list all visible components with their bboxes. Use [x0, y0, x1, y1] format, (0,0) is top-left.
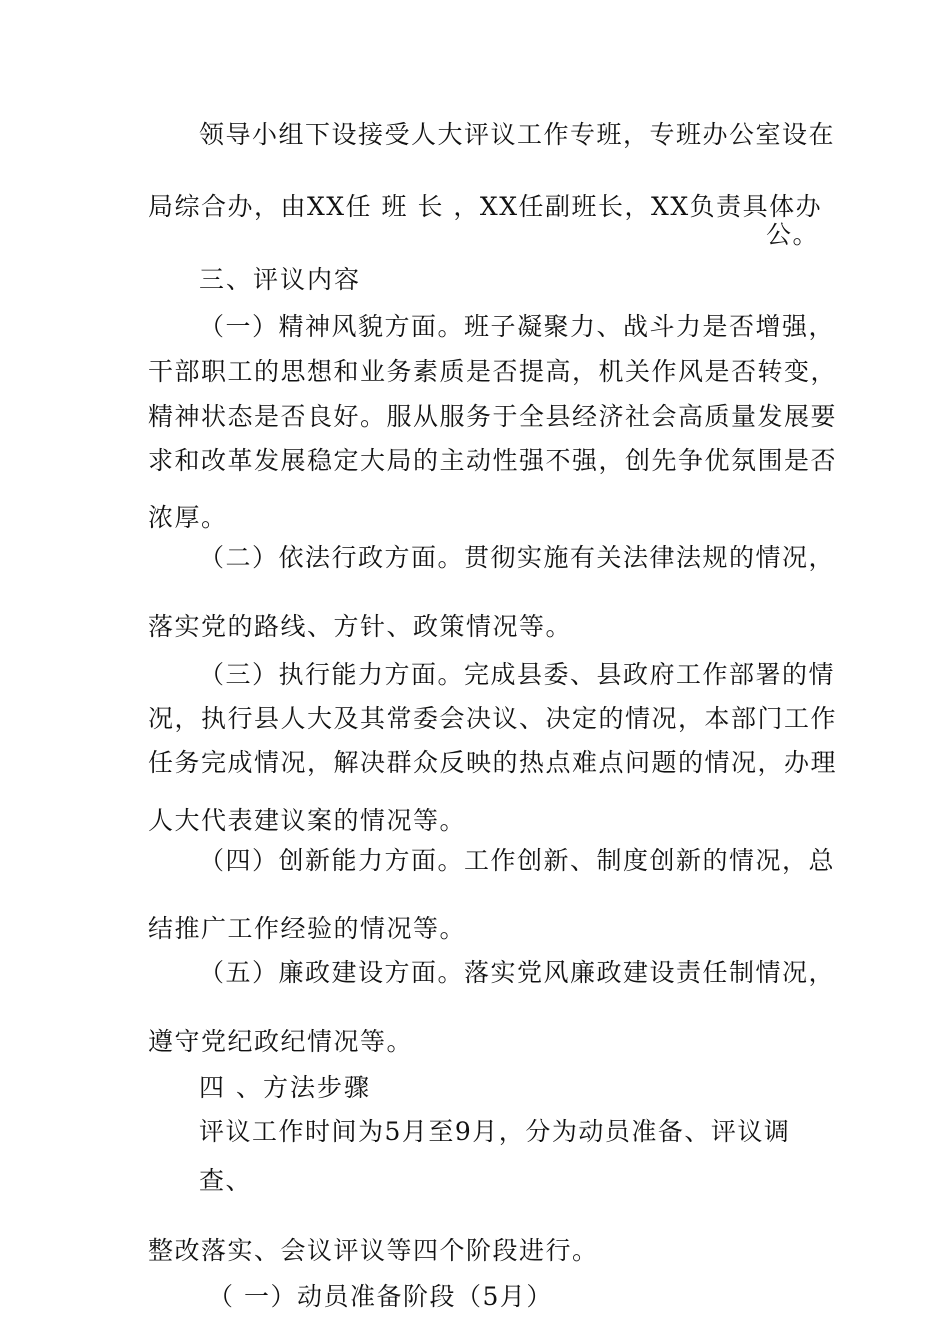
paragraph-line: 整改落实、会议评议等四个阶段进行。	[148, 1236, 599, 1265]
paragraph-line: 干部职工的思想和业务素质是否提高，机关作风是否转变，	[148, 357, 838, 386]
subsection-heading: （ 一）动员准备阶段（5月）	[208, 1282, 553, 1311]
paragraph-line: 落实党的路线、方针、政策情况等。	[148, 612, 573, 641]
paragraph-line: 领导小组下设接受人大评议工作专班，专班办公室设在	[199, 120, 836, 149]
paragraph-line: （三）执行能力方面。完成县委、县政府工作部署的情	[199, 660, 836, 689]
paragraph-line: 浓厚。	[148, 503, 228, 532]
paragraph-line: （二）依法行政方面。贯彻实施有关法律法规的情况，	[199, 543, 836, 572]
paragraph-line: 况，执行县人大及其常委会决议、决定的情况，本部门工作	[148, 704, 838, 733]
paragraph-line: （五）廉政建设方面。落实党风廉政建设责任制情况，	[199, 958, 836, 987]
paragraph-line: 公。	[766, 220, 820, 249]
paragraph-line: 评议工作时间为5月至9月，分为动员准备、评议调	[199, 1117, 791, 1146]
paragraph-line: （一）精神风貌方面。班子凝聚力、战斗力是否增强，	[199, 312, 836, 341]
paragraph-line: 查、	[199, 1166, 253, 1195]
paragraph-line: （四）创新能力方面。工作创新、制度创新的情况，总	[199, 846, 836, 875]
paragraph-line: 精神状态是否良好。服从服务于全县经济社会高质量发展要	[148, 402, 838, 431]
paragraph-line: 遵守党纪政纪情况等。	[148, 1027, 414, 1056]
paragraph-line: 局综合办，由XX任 班 长 ，XX任副班长，XX负责具体办	[148, 192, 823, 221]
paragraph-line: 人大代表建议案的情况等。	[148, 806, 467, 835]
paragraph-line: 求和改革发展稳定大局的主动性强不强，创先争优氛围是否	[148, 446, 838, 475]
paragraph-line: 任务完成情况，解决群众反映的热点难点问题的情况，办理	[148, 748, 838, 777]
section-heading: 四 、方法步骤	[199, 1073, 371, 1102]
paragraph-line: 结推广工作经验的情况等。	[148, 914, 467, 943]
section-heading: 三、评议内容	[199, 265, 362, 294]
